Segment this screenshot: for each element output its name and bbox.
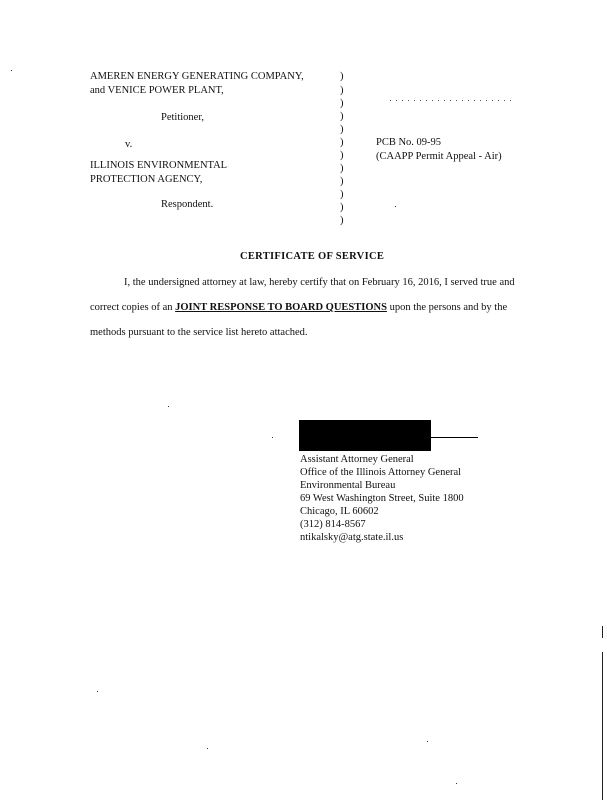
case-type: (CAAPP Permit Appeal - Air) [376,151,502,162]
certificate-line1: I, the undersigned attorney at law, hereby certify that on February 16, 2016, I served true and [124,277,515,288]
certificate-line2-pre: correct copies of an [90,302,176,313]
document-title: JOINT RESPONSE TO BOARD QUESTIONS [175,302,387,313]
certificate-line2-post: upon the persons and by the [386,302,508,313]
petitioner-name-line1: AMEREN ENERGY GENERATING COMPANY, [90,71,304,82]
signer-title: Assistant Attorney General [300,454,414,465]
caption-paren: ) [340,137,344,148]
signer-bureau: Environmental Bureau [300,480,396,491]
scan-speck [97,691,98,692]
scan-speck [427,741,428,742]
respondent-role: Respondent. [161,199,214,210]
petitioner-name-line2: and VENICE POWER PLANT, [90,85,224,96]
petitioner-role: Petitioner, [161,112,205,123]
caption-paren: ) [340,71,344,82]
certificate-line3: methods pursuant to the service list hereto attached. [90,327,308,338]
certificate-title: CERTIFICATE OF SERVICE [240,251,385,262]
versus-label: v. [125,139,133,150]
respondent-name-line1: ILLINOIS ENVIRONMENTAL [90,160,228,171]
caption-paren: ) [340,85,344,96]
signer-address: 69 West Washington Street, Suite 1800 [300,493,464,504]
scan-dotted-artifact [390,100,515,101]
respondent-name-line2: PROTECTION AGENCY, [90,174,203,185]
caption-paren: ) [340,163,344,174]
certificate-line2 [90,303,507,314]
case-number: PCB No. 09-95 [376,137,442,148]
scan-speck [168,406,169,407]
caption-paren: ) [340,215,344,226]
scan-edge-mark [602,652,603,800]
scan-speck [272,437,273,438]
scan-edge-mark [602,626,603,638]
signer-office: Office of the Illinois Attorney General [300,467,462,478]
scan-speck [207,748,208,749]
redacted-signature [299,420,431,451]
signature-line [431,437,478,438]
signer-email: ntikalsky@atg.state.il.us [300,532,404,543]
caption-paren: ) [340,176,344,187]
caption-paren: ) [340,202,344,213]
scan-speck [456,783,457,784]
caption-paren: ) [340,111,344,122]
signer-city: Chicago, IL 60602 [300,506,379,517]
caption-paren: ) [340,150,344,161]
caption-paren: ) [340,98,344,109]
caption-paren: ) [340,124,344,135]
caption-paren: ) [340,189,344,200]
scan-speck [11,70,12,71]
signer-phone: (312) 814-8567 [300,519,366,530]
scan-speck [395,206,396,207]
